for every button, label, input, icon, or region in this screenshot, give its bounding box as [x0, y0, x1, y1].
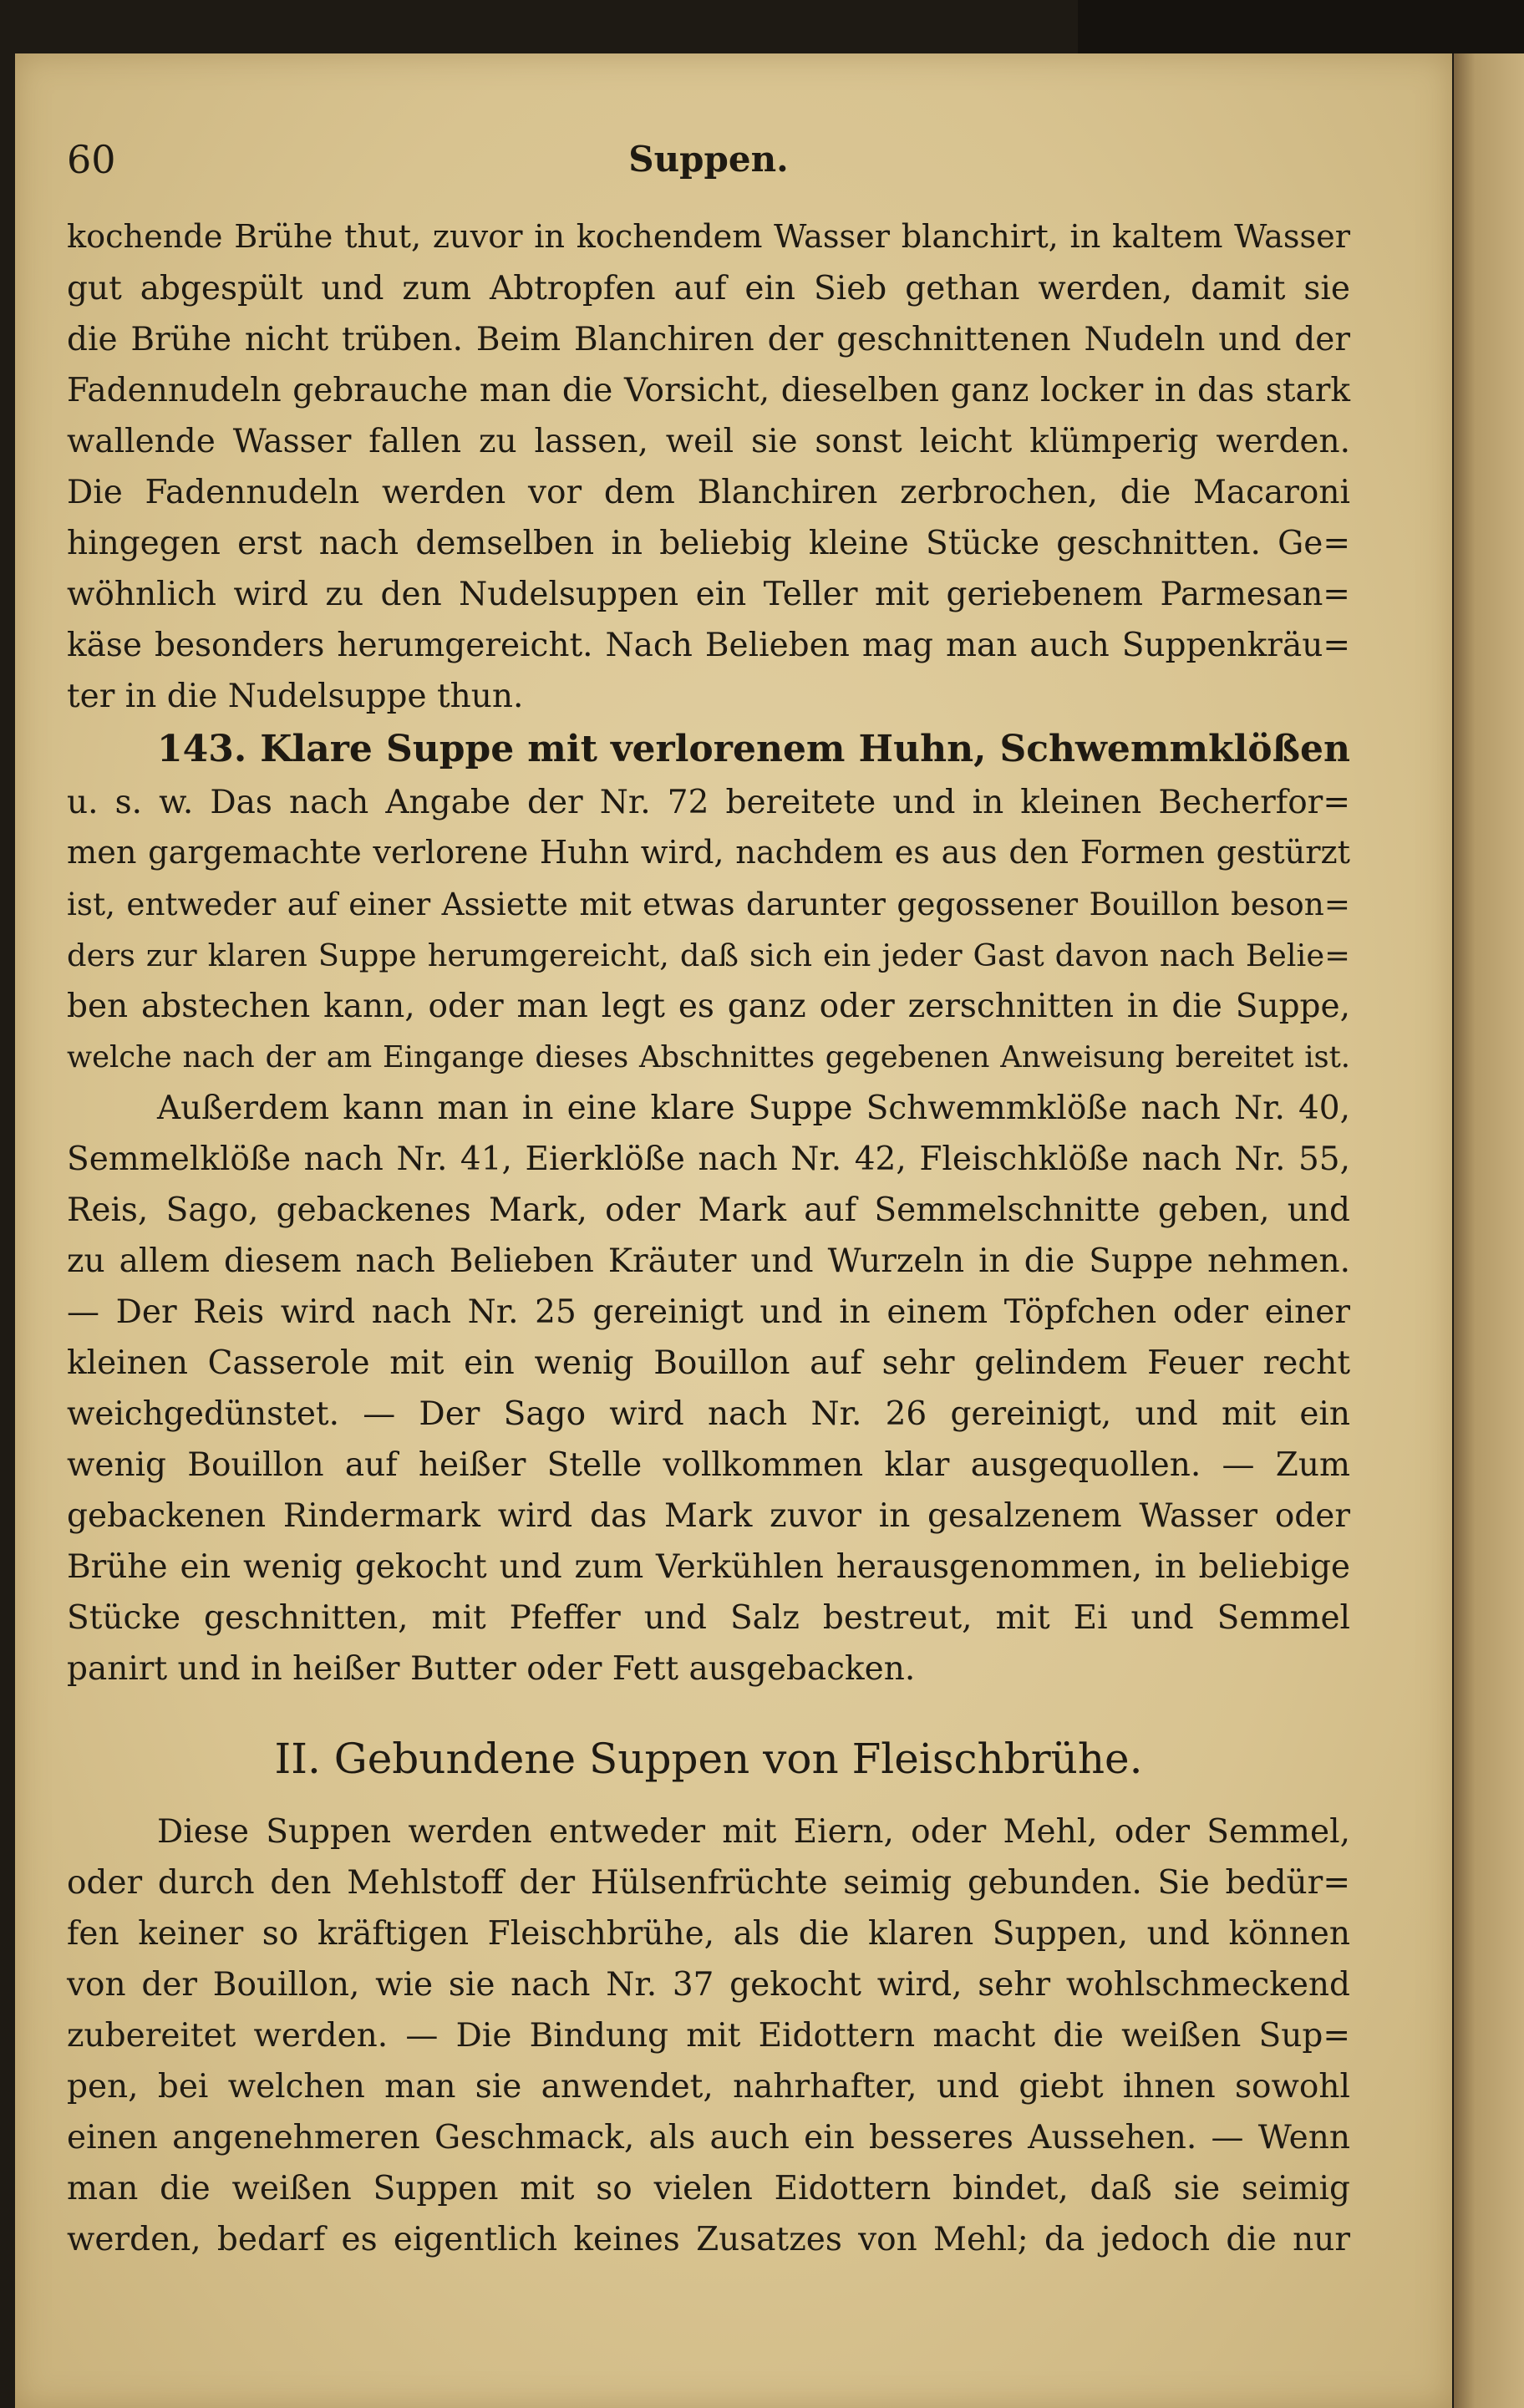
- text-line: Außerdem kann man in eine klare Suppe Schwemmklöße nach Nr. 40,: [157, 1090, 1350, 1127]
- text-line: Semmelklöße nach Nr. 41, Eierklöße nach Nr. 42, Fleischklöße nach Nr. 55,: [67, 1140, 1350, 1178]
- text-line: wallende Wasser fallen zu lassen, weil sie sonst leicht klümperig werden.: [67, 423, 1350, 460]
- text-line: wenig Bouillon auf heißer Stelle vollkommen klar ausgequollen. — Zum: [67, 1446, 1350, 1484]
- text-line: zu allem diesem nach Belieben Kräuter und Wurzeln in die Suppe nehmen.: [67, 1242, 1350, 1280]
- book-page: [15, 53, 1452, 2408]
- text-line: von der Bouillon, wie sie nach Nr. 37 gekocht wird, sehr wohlschmeckend: [67, 1966, 1350, 2004]
- text-line: werden, bedarf es eigentlich keines Zusatzes von Mehl; da jedoch die nur: [67, 2221, 1350, 2258]
- text-line: man die weißen Suppen mit so vielen Eidottern bindet, daß sie seimig: [67, 2170, 1350, 2207]
- text-line: Diese Suppen werden entweder mit Eiern, oder Mehl, oder Semmel,: [157, 1813, 1350, 1851]
- text-line: gebackenen Rindermark wird das Mark zuvor in gesalzenem Wasser oder: [67, 1497, 1350, 1535]
- text-line: panirt und in heißer Butter oder Fett ausgebacken.: [67, 1650, 916, 1688]
- text-line: kochende Brühe thut, zuvor in kochendem Wasser blanchirt, in kaltem Wasser: [67, 219, 1350, 256]
- text-line: — Der Reis wird nach Nr. 25 gereinigt und in einem Töpfchen oder einer: [67, 1293, 1350, 1331]
- text-line: gut abgespült und zum Abtropfen auf ein Sieb gethan werden, damit sie: [67, 270, 1350, 307]
- text-line: wöhnlich wird zu den Nudelsuppen ein Teller mit geriebenem Parmesan=: [67, 576, 1350, 613]
- body-text: [67, 212, 1350, 2265]
- text-line: kleinen Casserole mit ein wenig Bouillon auf sehr gelindem Feuer recht: [67, 1344, 1350, 1382]
- text-line: men gargemachte verlorene Huhn wird, nachdem es aus den Formen gestürzt: [67, 835, 1350, 871]
- section-ii-text: [67, 1806, 1350, 2265]
- text-line: hingegen erst nach demselben in beliebig kleine Stücke geschnitten. Ge=: [67, 525, 1350, 562]
- text-line: Fadennudeln gebrauche man die Vorsicht, dieselben ganz locker in das stark: [67, 372, 1350, 409]
- text-line: käse besonders herumgereicht. Nach Belieben mag man auch Suppenkräu=: [67, 627, 1350, 664]
- running-title: Suppen.: [628, 139, 789, 180]
- text-line: pen, bei welchen man sie anwendet, nahrhafter, und giebt ihnen sowohl: [67, 2068, 1350, 2106]
- text-line: ben abstechen kann, oder man legt es ganz oder zerschnitten in die Suppe,: [67, 988, 1350, 1025]
- paragraph-additions: [67, 1083, 1350, 1694]
- text-line: die Brühe nicht trüben. Beim Blanchiren der geschnittenen Nudeln und der: [67, 321, 1350, 358]
- adjacent-page-edge: [1454, 53, 1524, 2408]
- page-number: 60: [67, 137, 116, 182]
- text-line: Stücke geschnitten, mit Pfeffer und Salz bestreut, mit Ei und Semmel: [67, 1599, 1350, 1637]
- text-line: einen angenehmeren Geschmack, als auch ein besseres Aussehen. — Wenn: [67, 2119, 1350, 2157]
- recipe-143: [67, 722, 1350, 1083]
- text-line: Die Fadennudeln werden vor dem Blanchiren zerbrochen, die Macaroni: [67, 474, 1350, 511]
- recipe-heading: 143. Klare Suppe mit verlorenem Huhn, Schwemmklößen: [157, 728, 1350, 770]
- text-line: welche nach der am Eingange dieses Abschnittes gegebenen Anweisung bereitet ist.: [67, 1040, 1350, 1074]
- text-line: ist, entweder auf einer Assiette mit etwas darunter gegossener Bouillon beson=: [67, 886, 1350, 922]
- section-title: II. Gebundene Suppen von Fleischbrühe.: [274, 1735, 1143, 1783]
- text-line: fen keiner so kräftigen Fleischbrühe, als die klaren Suppen, und können: [67, 1915, 1350, 1953]
- paragraph-continuation: [67, 212, 1350, 722]
- text-line: ders zur klaren Suppe herumgereicht, daß sich ein jeder Gast davon nach Belie=: [67, 937, 1350, 973]
- page-header: [67, 130, 1350, 206]
- text-line: Brühe ein wenig gekocht und zum Verkühlen herausgenommen, in beliebige: [67, 1548, 1350, 1586]
- text-line: u. s. w. Das nach Angabe der Nr. 72 bereitete und in kleinen Becherfor=: [67, 784, 1350, 821]
- text-line: ter in die Nudelsuppe thun.: [67, 678, 524, 715]
- text-line: zubereitet werden. — Die Bindung mit Eidottern macht die weißen Sup=: [67, 2017, 1350, 2055]
- text-line: Reis, Sago, gebackenes Mark, oder Mark auf Semmelschnitte geben, und: [67, 1191, 1350, 1229]
- background-edge: [1078, 0, 1524, 53]
- text-line: weichgedünstet. — Der Sago wird nach Nr. 26 gereinigt, und mit ein: [67, 1395, 1350, 1433]
- text-line: oder durch den Mehlstoff der Hülsenfrüchte seimig gebunden. Sie bedür=: [67, 1864, 1350, 1902]
